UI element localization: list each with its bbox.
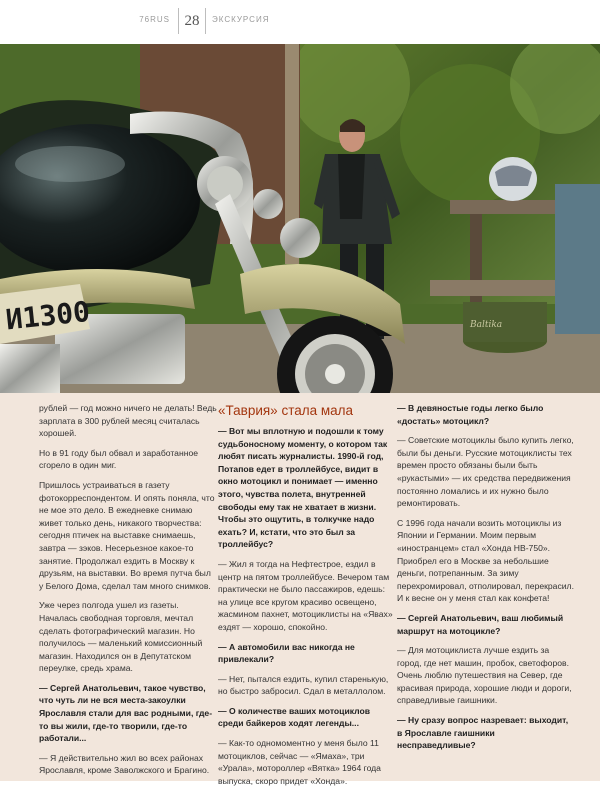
article-paragraph: Уже через полгода ушел из газеты. Началась свободная торговля, мечтал сделать фотографический магазин. Но получилось — маленький комиссионный магазин. Находился он в Депутатском переулке, средь храма. bbox=[39, 600, 203, 674]
article-paragraph: — Я действительно жил во всех районах Ярославля, кроме Заволжского и Брагино. bbox=[39, 752, 210, 776]
page-number: 28 bbox=[178, 8, 206, 34]
page-header bbox=[0, 0, 600, 44]
article-paragraph: — Как-то одномоментно у меня было 11 мотоциклов, сейчас — «Ямаха», три «Урала», мотороллер «Вятка» 1964 года выпуска, скоро придет «Хонда». bbox=[218, 738, 381, 786]
article-paragraph: С 1996 года начали возить мотоциклы из Японии и Германии. Моим первым «иностранцем» стал «Хонда HB-750». Приобрел его в Москве за небольшие деньги, потрепанным. За зиму перехромировал, отполировал, перекрасил. И к весне он у меня стал как конфета! bbox=[397, 517, 574, 604]
article-paragraph: — Советские мотоциклы было купить легко, были бы деньги. Русские мотоциклисты тех времен просто обязаны были быть «рукастыми» — их средства передвижения постоянно ломались и их нужно было ремонтировать. bbox=[397, 435, 574, 509]
interview-question: — О количестве ваших мотоциклов среди байкеров ходят легенды... bbox=[218, 705, 371, 729]
interview-question: — А автомобили вас никогда не привлекали? bbox=[218, 641, 355, 665]
section-label-left: 76RUS bbox=[139, 15, 170, 24]
article-paragraph: Пришлось устраиваться в газету фотокорреспондентом. И опять поняла, что не мое это дело. В ежедневке снимаю живет только день, никакого творчества: сегодня птичек на выставке снимаешь, завтра — зэков. Несерьезное какое-то занятие. Продолжал ездить в Москву к друзьям, на выставки. Во время путча был у Белого Дома, сделал там много снимков. bbox=[39, 479, 215, 591]
interview-question: — Вот мы вплотную и подошли к тому судьбоносному моменту, о котором так любят писать журналисты. 1990-й год, Потапов едет в троллейбусе, видит в окно мотоцикл и понимает — именно этого, чувства полета, внутренней свободы ему так не хватает в жизни. Чтобы это ощутить, в толкучке надо ехать? И, кстати, что это был за троллейбус? bbox=[218, 426, 388, 550]
article-column-2-body bbox=[218, 425, 396, 787]
article-paragraph: — Для мотоциклиста лучше ездить за город, где нет машин, пробок, светофоров. Очень люблю путешествия на Север, где красивая природа, хорошие люди и дороги, справедливые гаишники. bbox=[397, 645, 572, 706]
article-column-2 bbox=[218, 402, 396, 794]
barrel-label: Baltika bbox=[470, 320, 503, 330]
article-paragraph: — Жил я тогда на Нефтестрое, ездил в центр на пятом троллейбусе. Вечером там практически не было пассажиров, едешь: на улице все кругом красиво освещено, жасмином пахнет, мотоциклисты на «Явах» ездят — хорошо, спокойно. bbox=[218, 558, 393, 632]
interview-question: — Сергей Анатольевич, такое чувство, что чуть ли не вся места-закоулки Ярославля стали для вас родными, где-то вы жили, где-то творили, где-то работали... bbox=[39, 682, 213, 744]
interview-question: — Сергей Анатольевич, ваш любимый маршрут на мотоцикле? bbox=[397, 612, 564, 636]
article-paragraph: рублей — год можно ничего не делать! Ведь зарплата в 300 рублей месяц считалась хорошей. bbox=[39, 403, 217, 439]
article-paragraph: Но в 91 году был обвал и заработанное сгорело в один миг. bbox=[39, 447, 199, 471]
motorcycle-photo bbox=[0, 44, 600, 393]
article-paragraph: — Нет, пытался ездить, купил старенькую, но быстро забросил. Сдал в металлолом. bbox=[218, 673, 389, 697]
article-subheading: «Таврия» стала мала bbox=[218, 403, 354, 418]
article-column-1 bbox=[39, 402, 217, 784]
article-column-3 bbox=[397, 402, 575, 759]
blue-shed bbox=[555, 184, 600, 334]
license-plate-text: И1300 bbox=[4, 294, 92, 337]
interview-question: — Ну сразу вопрос назревает: выходит, в Ярославле гаишники несправедливые? bbox=[397, 715, 569, 751]
interview-question: — В девяностые годы легко было «достать» мотоцикл? bbox=[397, 403, 544, 426]
section-label-right: ЭКСКУРСИЯ bbox=[212, 15, 270, 24]
